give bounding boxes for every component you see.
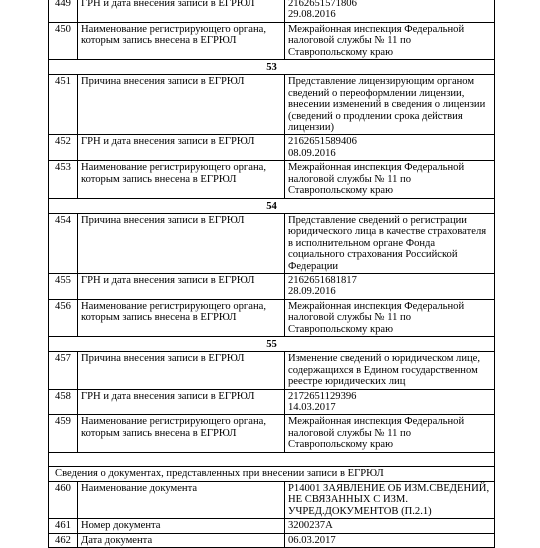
section-number: 55: [49, 336, 495, 351]
row-number: 458: [49, 389, 78, 415]
section-number: 53: [49, 60, 495, 75]
field-value-line: Межрайонная инспекция Федеральной налоговой службы № 11 по Ставропольскому краю: [288, 416, 465, 451]
field-name: ГРН и дата внесения записи в ЕГРЮЛ: [78, 0, 285, 22]
section-number-row: [49, 336, 495, 351]
section-number-row: [49, 198, 495, 213]
field-name: ГРН и дата внесения записи в ЕГРЮЛ: [78, 135, 285, 161]
field-value-line: 08.09.2016: [288, 147, 336, 159]
row-number: 452: [49, 135, 78, 161]
field-value-line: 3200237А: [288, 520, 333, 532]
field-value-line: Изменение сведений о юридическом лице, содержащихся в Едином государственном реестре юридических лиц: [288, 353, 481, 388]
field-value: [285, 22, 495, 59]
table-row: [49, 213, 495, 273]
field-value: [285, 161, 495, 198]
field-value: [285, 533, 495, 547]
section-number: 54: [49, 198, 495, 213]
field-value: [285, 519, 495, 533]
table-row: [49, 389, 495, 415]
field-name: Дата документа: [78, 533, 285, 547]
table-row: [49, 415, 495, 452]
table-row: [49, 75, 495, 135]
row-number: 461: [49, 519, 78, 533]
field-value: [285, 389, 495, 415]
row-number: 457: [49, 352, 78, 389]
field-name: ГРН и дата внесения записи в ЕГРЮЛ: [78, 273, 285, 299]
section-number-row: [49, 60, 495, 75]
documents-header-row: [49, 466, 495, 481]
table-row: [49, 482, 495, 519]
field-value-line: 28.09.2016: [288, 286, 336, 298]
field-name: Наименование документа: [78, 482, 285, 519]
row-number: 455: [49, 273, 78, 299]
field-name: Причина внесения записи в ЕГРЮЛ: [78, 213, 285, 273]
field-value-line: 29.08.2016: [288, 9, 336, 21]
field-name: ГРН и дата внесения записи в ЕГРЮЛ: [78, 389, 285, 415]
field-value: [285, 75, 495, 135]
table-row: [49, 273, 495, 299]
field-name: Наименование регистрирующего органа, которым запись внесена в ЕГРЮЛ: [78, 299, 285, 336]
field-value-line: Межрайонная инспекция Федеральной налоговой службы № 11 по Ставропольскому краю: [288, 300, 465, 335]
field-value: [285, 213, 495, 273]
row-number: 462: [49, 533, 78, 547]
field-name: Наименование регистрирующего органа, которым запись внесена в ЕГРЮЛ: [78, 415, 285, 452]
field-value-line: 14.03.2017: [288, 402, 336, 413]
field-value: [285, 299, 495, 336]
row-number: 460: [49, 482, 78, 519]
documents-header: Сведения о документах, представленных при внесении записи в ЕГРЮЛ: [49, 466, 495, 481]
row-number: 454: [49, 213, 78, 273]
records-table-body: [49, 0, 495, 548]
table-row: [49, 22, 495, 59]
field-name: Наименование регистрирующего органа, которым запись внесена в ЕГРЮЛ: [78, 22, 285, 59]
row-number: 456: [49, 299, 78, 336]
field-value: [285, 135, 495, 161]
row-number: 453: [49, 161, 78, 198]
field-value-line: 2162651571806: [288, 0, 357, 9]
field-name: Причина внесения записи в ЕГРЮЛ: [78, 75, 285, 135]
blank-row: [49, 452, 495, 466]
table-row: [49, 299, 495, 336]
field-name: Наименование регистрирующего органа, которым запись внесена в ЕГРЮЛ: [78, 161, 285, 198]
field-value: [285, 482, 495, 519]
field-value-line: 2162651681817: [288, 274, 357, 286]
field-value-line: 2162651589406: [288, 136, 357, 148]
egrul-extract-page: [48, 0, 494, 548]
table-row: [49, 0, 495, 22]
field-value: [285, 273, 495, 299]
row-number: 449: [49, 0, 78, 22]
field-value-line: Представление лицензирующим органом сведений о переоформлении лицензии, внесении изменений в сведения о лицензии (сведений о продлении срока действия лицензии): [288, 76, 486, 134]
field-name: Номер документа: [78, 519, 285, 533]
table-row: [49, 533, 495, 547]
field-value-line: Межрайонная инспекция Федеральной налоговой службы № 11 по Ставропольскому краю: [288, 23, 465, 58]
field-value: [285, 0, 495, 22]
row-number: 459: [49, 415, 78, 452]
field-name: Причина внесения записи в ЕГРЮЛ: [78, 352, 285, 389]
blank-cell: [49, 452, 495, 466]
row-number: 450: [49, 22, 78, 59]
field-value-line: Межрайонная инспекция Федеральной налоговой службы № 11 по Ставропольскому краю: [288, 162, 465, 197]
field-value-line: Представление сведений о регистрации юридического лица в качестве страхователя в исполнительном органе Фонда социального страхования Российской Федерации: [288, 214, 487, 272]
egrul-records-table: [48, 0, 495, 548]
field-value-line: 2172651129396: [288, 390, 357, 402]
field-value-line: 06.03.2017: [288, 534, 336, 546]
table-row: [49, 352, 495, 389]
field-value: [285, 415, 495, 452]
table-row: [49, 519, 495, 533]
table-row: [49, 161, 495, 198]
table-row: [49, 135, 495, 161]
row-number: 451: [49, 75, 78, 135]
field-value: [285, 352, 495, 389]
field-value-line: Р14001 ЗАЯВЛЕНИЕ ОБ ИЗМ.СВЕДЕНИЙ, НЕ СВЯЗАННЫХ С ИЗМ. УЧРЕД.ДОКУМЕНТОВ (П.2.1): [288, 483, 490, 517]
